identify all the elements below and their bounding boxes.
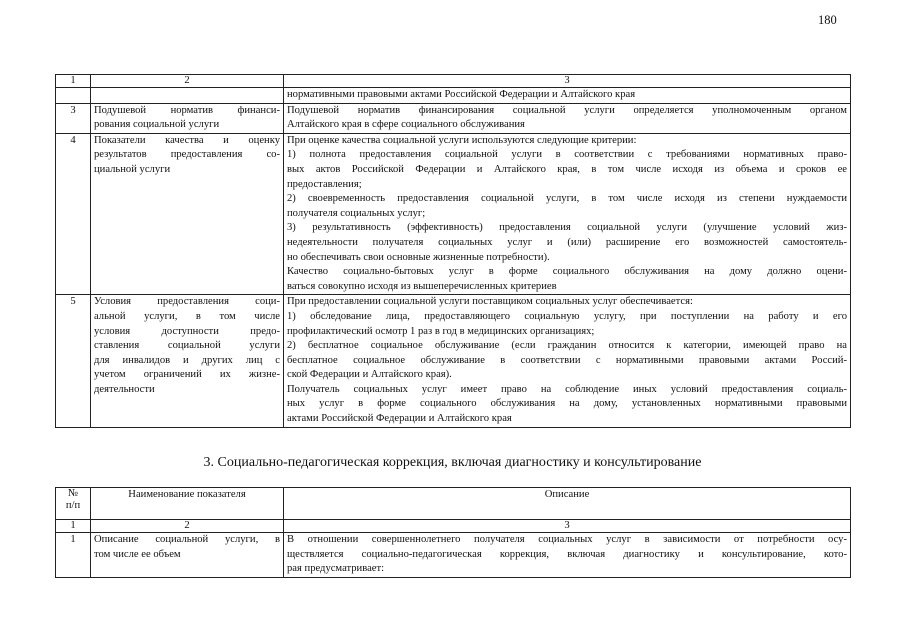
description-line: 3) результативность (эффективность) предоставления социальной услуги (улучшение условий жиз- — [287, 222, 847, 234]
description-line: получателя социальных услуг; — [287, 207, 426, 219]
indicator-name-line: условия доступности предо- — [94, 325, 280, 337]
description-line: предоставления; — [287, 178, 362, 190]
indicator-name-line: ставления социальной услуги — [94, 340, 280, 352]
description-line: 2) бесплатное социальное обслуживание (если гражданин относится к категории, имеющей право на — [287, 340, 847, 352]
indicator-name — [91, 533, 284, 578]
description-line: бесплатное социальное обслуживание в соответствии с нормативными правовыми актами Россий- — [287, 354, 847, 366]
row-number: 3 — [56, 103, 91, 133]
description-line: В отношении совершеннолетнего получателя социальных услуг в зависимости от потребности осу- — [287, 534, 847, 545]
services-table-continued — [55, 74, 851, 428]
description-line: 1) обследование лица, предоставляющего социальную услугу, при поступлении на работу и его — [287, 310, 847, 322]
table-row — [56, 88, 851, 104]
indicator-name — [91, 103, 284, 133]
table-row — [56, 533, 851, 578]
description-line: вых актов Российской Федерации и Алтайского края, в том числе исходя из объема и сроков ее — [287, 163, 847, 175]
description-line: Подушевой норматив финансирования социальной услуги определяется уполномоченным органом — [287, 104, 847, 116]
column-index-3: 3 — [284, 520, 851, 533]
description-line: нормативными правовыми актами Российской Федерации и Алтайского края — [287, 89, 636, 100]
description-line: ваться совокупно исходя из вышеперечисленных критериев — [287, 280, 557, 292]
indicator-name-header: Наименование показателя — [91, 488, 284, 520]
item-abbrev: п/п — [65, 500, 81, 511]
description — [284, 103, 851, 133]
number-sign: № — [67, 488, 79, 499]
row-number — [56, 88, 91, 104]
indicator-name-line: рования социальной услуги — [94, 119, 220, 131]
column-index-3: 3 — [284, 75, 851, 88]
description-line: Качество социально-бытовых услуг в форме социального обслуживания на дому должно оцени- — [287, 266, 847, 278]
table-row — [56, 295, 851, 427]
table-header-row — [56, 488, 851, 520]
section-3-table — [55, 487, 851, 578]
description-header: Описание — [284, 488, 851, 520]
indicator-name-line: учетом ограничений их жизне- — [94, 369, 280, 381]
description-line: недеятельности получателя социальных услуг и (или) расширение его возможностей самостоятель- — [287, 236, 847, 248]
row-number: 5 — [56, 295, 91, 427]
number-column-header — [56, 488, 91, 520]
description-line: ных услуг в форме социального обслуживания на дому, установленных нормативными правовыми — [287, 398, 847, 410]
column-index-row — [56, 75, 851, 88]
indicator-name-line: результатов предоставления со- — [94, 149, 280, 161]
column-index-1: 1 — [56, 520, 91, 533]
description-line: При оценке качества социальной услуги используются следующие критерии: — [287, 134, 637, 146]
indicator-name-line: Описание социальной услуги, в — [94, 534, 280, 545]
indicator-name — [91, 133, 284, 295]
description — [284, 295, 851, 427]
description-line: рая предусматривает: — [287, 563, 385, 575]
column-index-2: 2 — [91, 520, 284, 533]
indicator-name-line: деятельности — [94, 383, 155, 395]
description-line: профилактический осмотр 1 раз в год в медицинских организациях; — [287, 325, 595, 337]
indicator-name-line: циальной услуги — [94, 163, 171, 175]
description-line: Алтайского края в сфере социального обслуживания — [287, 119, 525, 131]
table-row — [56, 133, 851, 295]
column-index-1: 1 — [56, 75, 91, 88]
description — [284, 88, 851, 104]
indicator-name — [91, 295, 284, 427]
description-line: но обеспечивать свои основные жизненные потребности). — [287, 251, 550, 263]
indicator-name-line: том числе ее объем — [94, 548, 181, 560]
description-line: ской Федерации и Алтайского края). — [287, 369, 452, 381]
indicator-name-line: Показатели качества и оценку — [94, 134, 280, 146]
indicator-name-line: Подушевой норматив финанси- — [94, 104, 280, 116]
page-number: 180 — [818, 13, 837, 27]
section-title: 3. Социально-педагогическая коррекция, включая диагностику и консультирование — [203, 455, 702, 470]
description-line: 2) своевременность предоставления социальной услуги, в том числе исходя из степени нуждаемости — [287, 193, 847, 205]
description-line: 1) полнота предоставления социальной услуги в соответствии с требованиями нормативных право- — [287, 149, 847, 161]
indicator-name-line: альной услуги, в том числе — [94, 310, 280, 322]
table-row — [56, 103, 851, 133]
description-line: актами Российской Федерации и Алтайского края — [287, 413, 512, 425]
description-line: При предоставлении социальной услуги поставщиком социальных услуг обеспечивается: — [287, 296, 693, 308]
row-number: 1 — [56, 533, 91, 578]
indicator-name-line: для инвалидов и других лиц с — [94, 354, 280, 366]
description — [284, 533, 851, 578]
description-line: ществляется социально-педагогическая коррекция, включая диагностику и консультирование, кото- — [287, 548, 847, 560]
indicator-name-line: Условия предоставления соци- — [94, 296, 280, 308]
description — [284, 133, 851, 295]
row-number: 4 — [56, 133, 91, 295]
indicator-name — [91, 88, 284, 104]
column-index-row — [56, 520, 851, 533]
description-line: Получатель социальных услуг имеет право на соблюдение иных условий предоставления социаль- — [287, 383, 847, 395]
column-index-2: 2 — [91, 75, 284, 88]
